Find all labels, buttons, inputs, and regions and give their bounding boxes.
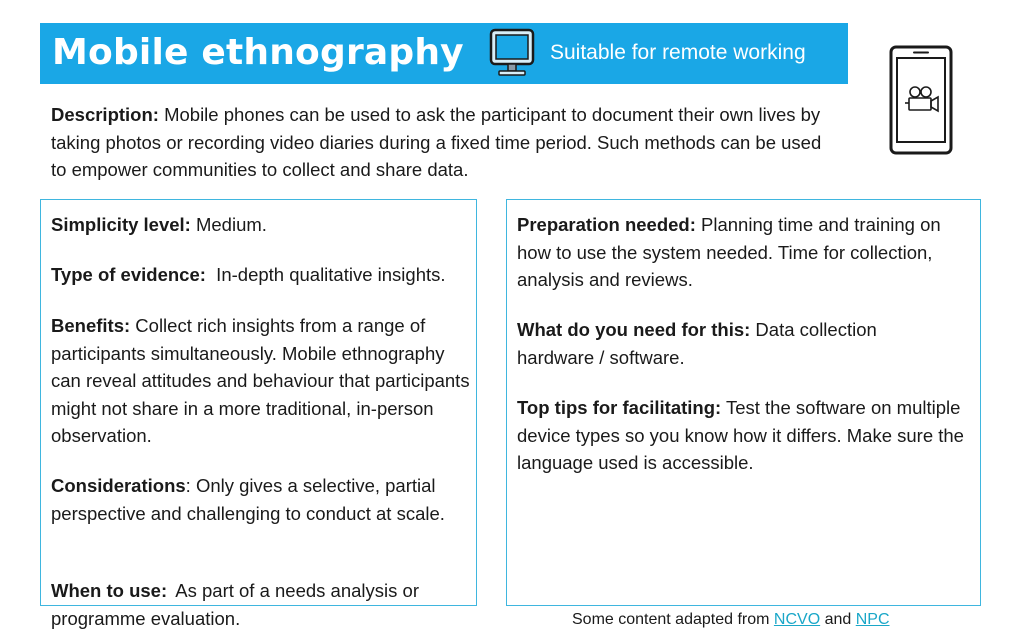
benefits-text: Collect rich insights from a range of participants simultaneously. Mobile ethnography can reveal attitudes and behaviour that participants might not share in a more traditional, in-person observation. [51, 315, 470, 446]
considerations-text: : Only gives a selective, partial perspective and challenging to conduct at scale. [51, 475, 445, 524]
page-title: Mobile ethnography [52, 32, 464, 73]
evidence-value: In-depth qualitative insights. [205, 264, 446, 285]
phone-video-icon [888, 44, 954, 156]
when-text: As part of a needs analysis or programme evaluation. [51, 580, 419, 629]
preparation-needed [517, 211, 972, 294]
npc-link[interactable]: NPC [855, 611, 890, 628]
preparation-label: Preparation needed: [517, 214, 696, 235]
evidence-type [51, 261, 475, 289]
monitor-icon [488, 27, 536, 79]
tips-text: Test the software on multiple device types so you know how it differs. Make sure the language used is accessible. [517, 397, 964, 473]
need-text: Data collection hardware / software. [517, 319, 877, 368]
simplicity-value: Medium. [190, 214, 267, 235]
evidence-label: Type of evidence: [51, 264, 206, 285]
when-label: When to use: [51, 580, 171, 601]
simplicity-label: Simplicity level: [51, 214, 191, 235]
what-you-need [517, 316, 937, 371]
need-label: What do you need for this: [517, 319, 751, 340]
description-text: Mobile phones can be used to ask the participant to document their own lives by taking photos or recording video diaries during a fixed time period. Such methods can be used to empower communities to collect and share data. [51, 104, 822, 180]
description [51, 101, 841, 184]
preparation-text: Planning time and training on how to use the system needed. Time for collection, analysis and reviews. [517, 214, 941, 290]
remote-working-label: Suitable for remote working [550, 41, 806, 64]
credit-prefix: Some content adapted from [572, 611, 774, 628]
tips-label: Top tips for facilitating: [517, 397, 722, 418]
considerations [51, 472, 461, 527]
when-to-use [51, 577, 451, 632]
benefits-label: Benefits: [51, 315, 131, 336]
credit-middle: and [820, 611, 856, 628]
description-label: Description: [51, 104, 159, 125]
benefits [51, 312, 471, 450]
considerations-label: Considerations [51, 475, 186, 496]
ncvo-link[interactable]: NCVO [773, 611, 821, 628]
content-credit [572, 608, 890, 632]
simplicity-level [51, 211, 471, 239]
top-tips [517, 394, 967, 477]
title-banner [40, 23, 848, 84]
